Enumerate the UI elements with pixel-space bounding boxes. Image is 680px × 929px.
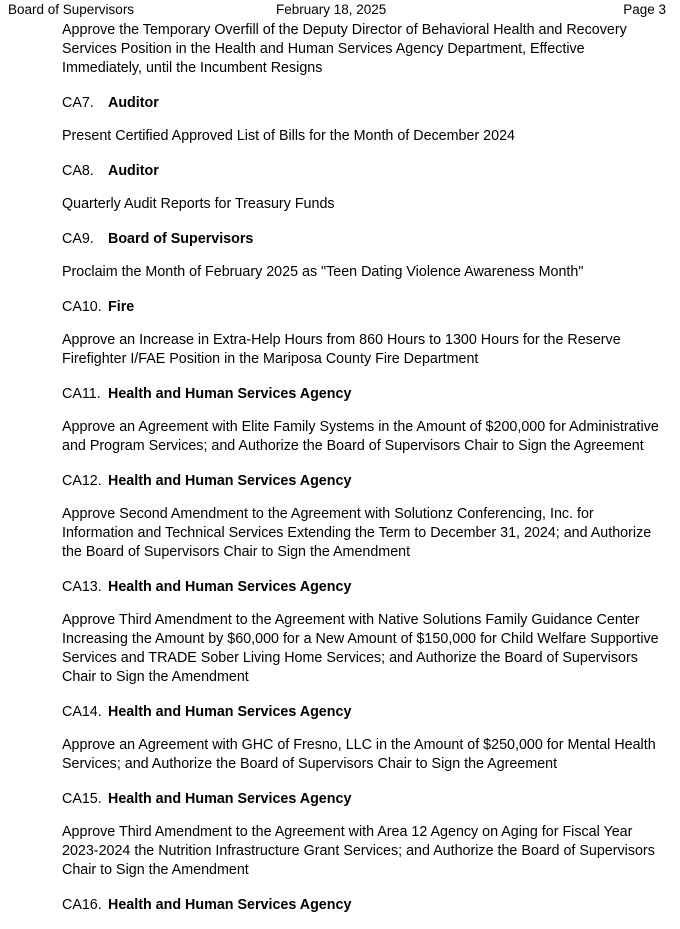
agenda-item-ca15 (62, 790, 666, 880)
agenda-item-code: CA12. (62, 473, 102, 489)
agenda-item-description: Approve an Agreement with GHC of Fresno, LLC in the Amount of $250,000 for Mental Health Services; and Authorize the Board of Supervisors Chair to Sign the Agreement (62, 736, 656, 772)
agenda-item-ca9 (62, 230, 666, 282)
agenda-item-code: CA8. (62, 163, 94, 179)
agenda-item-heading (62, 896, 666, 915)
agenda-item-department: Fire (108, 299, 135, 315)
agenda-item-department: Auditor (108, 163, 159, 179)
agenda-item-ca10 (62, 298, 666, 369)
agenda-item-description: Approve Second Amendment to the Agreement with Solutionz Conferencing, Inc. for Information and Technical Services Extending the Term to December 31, 2024; and Authorize the Board of Supervisors Chair to Sign the Amendment (62, 505, 652, 560)
agenda-item-department: Auditor (108, 95, 159, 111)
agenda-item-department: Board of Supervisors (108, 231, 254, 247)
agenda-item-ca12 (62, 472, 666, 562)
agenda-item-description: Approve an Agreement with Elite Family Systems in the Amount of $200,000 for Administrative and Program Services; and Authorize the Board of Supervisors Chair to Sign the Agreement (62, 418, 659, 454)
agenda-item-department: Health and Human Services Agency (108, 704, 352, 720)
agenda-item-code: CA7. (62, 95, 94, 111)
agenda-item-code: CA14. (62, 704, 102, 720)
agenda-item-heading (62, 230, 666, 249)
agenda-item-heading (62, 385, 666, 404)
agenda-item-heading (62, 703, 666, 722)
continued-item-text: Approve the Temporary Overfill of the Deputy Director of Behavioral Health and Recovery Services Position in the Health and Human Services Agency Department, Effective Immediately, until the Incumbent Resigns (62, 22, 627, 76)
agenda-item-department: Health and Human Services Agency (108, 386, 352, 402)
header-date: February 18, 2025 (276, 2, 387, 17)
agenda-item-description: Approve Third Amendment to the Agreement with Area 12 Agency on Aging for Fiscal Year 2023-2024 the Nutrition Infrastructure Grant Services; and Authorize the Board of Supervisors Chair to Sign the Amendment (62, 823, 655, 878)
agenda-item-heading (62, 298, 666, 317)
header-page-number: Page 3 (623, 2, 666, 17)
agenda-item-ca14 (62, 703, 666, 774)
agenda-item-description: Present Certified Approved List of Bills for the Month of December 2024 (62, 127, 515, 144)
agenda-item-description: Quarterly Audit Reports for Treasury Funds (62, 195, 335, 212)
agenda-item-code: CA10. (62, 299, 102, 315)
agenda-item-code: CA16. (62, 897, 102, 913)
agenda-item-department: Health and Human Services Agency (108, 473, 352, 489)
agenda-item-department: Health and Human Services Agency (108, 791, 352, 807)
agenda-item-ca8 (62, 162, 666, 214)
agenda-item-code: CA9. (62, 231, 94, 247)
agenda-item-heading (62, 790, 666, 809)
header-board-name: Board of Supervisors (8, 2, 135, 17)
agenda-item-ca11 (62, 385, 666, 456)
agenda-item-heading (62, 162, 666, 181)
agenda-item-heading (62, 472, 666, 491)
agenda-item-department: Health and Human Services Agency (108, 579, 352, 595)
agenda-item-heading (62, 94, 666, 113)
agenda-item-ca13 (62, 578, 666, 687)
page-header (0, 1, 680, 19)
agenda-item-ca7 (62, 94, 666, 146)
agenda-item-description: Approve an Increase in Extra-Help Hours from 860 Hours to 1300 Hours for the Reserve Firefighter I/FAE Position in the Mariposa County Fire Department (62, 331, 621, 367)
agenda-item-department: Health and Human Services Agency (108, 897, 352, 913)
agenda-item-code: CA15. (62, 791, 102, 807)
agenda-item-ca16 (62, 896, 666, 915)
agenda-content (62, 21, 666, 929)
agenda-item-description: Approve Third Amendment to the Agreement with Native Solutions Family Guidance Center Increasing the Amount by $60,000 for a New Amount of $150,000 for Child Welfare Supportive Services and TRADE Sober Living Home Services; and Authorize the Board of Supervisors Chair to Sign the Amendment (62, 611, 659, 685)
agenda-item-code: CA13. (62, 579, 102, 595)
agenda-item-heading (62, 578, 666, 597)
agenda-item-code: CA11. (62, 386, 101, 402)
agenda-item-description: Proclaim the Month of February 2025 as "Teen Dating Violence Awareness Month" (62, 263, 584, 280)
